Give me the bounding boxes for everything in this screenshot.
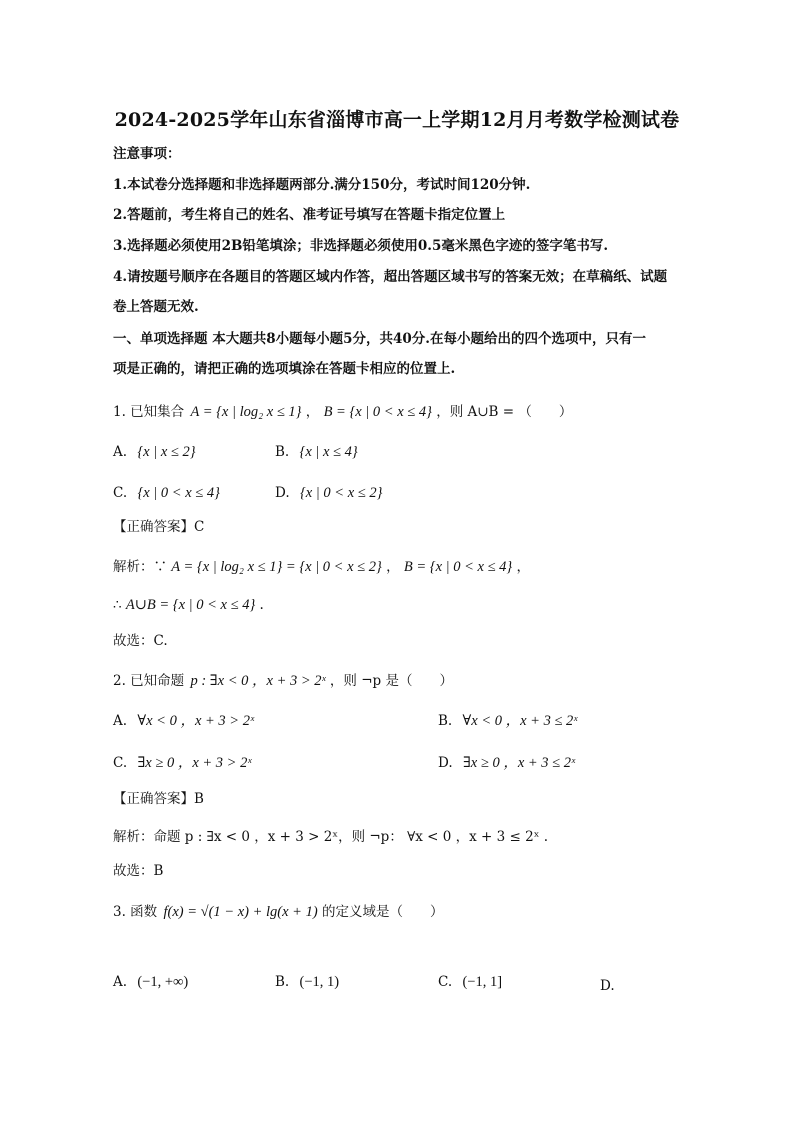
notice-item-4-cont: 卷上答题无效. bbox=[113, 299, 199, 315]
q3-option-c[interactable] bbox=[438, 973, 502, 991]
section-heading-cont: 项是正确的，请把正确的选项填涂在答题卡相应的位置上. bbox=[113, 361, 456, 377]
q2-analysis: 解析：命题 p : ∃x < 0 ，x + 3 > 2ˣ，则 ¬p： ∀x < 0 ，x + 3 ≤ 2ˣ . bbox=[113, 829, 549, 845]
q1-analysis-math-2: B = {x | 0 < x ≤ 4} bbox=[403, 559, 513, 575]
q3-option-a[interactable] bbox=[113, 973, 188, 991]
q3-option-a-math: (−1, +∞) bbox=[137, 974, 189, 990]
q1-option-a-math: {x | x ≤ 2} bbox=[137, 444, 196, 460]
therefore-symbol: ∴ bbox=[113, 597, 122, 613]
question-1-prefix: 1. 已知集合 bbox=[113, 404, 185, 420]
q2-option-d-math: ∃x ≥ 0 ，x + 3 ≤ 2ˣ bbox=[462, 755, 576, 771]
q3-option-b[interactable] bbox=[275, 973, 339, 991]
notice-item-1: 1.本试卷分选择题和非选择题两部分.满分150分，考试时间120分钟. bbox=[113, 177, 531, 193]
q2-answer: 【正确答案】B bbox=[113, 791, 204, 807]
q1-conclusion: 故选：C. bbox=[113, 633, 168, 649]
question-3-prefix: 3. 函数 bbox=[113, 904, 158, 920]
q1-option-b[interactable] bbox=[275, 443, 358, 461]
q2-option-b[interactable] bbox=[438, 712, 577, 730]
question-1-stem: 1. 已知集合 A = {x | log₂ x ≤ 1} ， B = {x | 0 < x ≤ 4} ，则 A∪B = （ ） bbox=[113, 404, 573, 420]
question-2-proposition: p : ∃x < 0 ，x + 3 > 2ˣ bbox=[190, 673, 326, 689]
question-1-set-b: B = {x | 0 < x ≤ 4} bbox=[323, 404, 432, 420]
q2-option-b-label: B. bbox=[438, 713, 453, 729]
section-heading: 一、单项选择题 本大题共8小题每小题5分，共40分.在每小题给出的四个选项中，只有一 bbox=[113, 331, 646, 347]
notice-item-4: 4.请按题号顺序在各题目的答题区域内作答，超出答题区域书写的答案无效；在草稿纸、试题 bbox=[113, 269, 668, 285]
q1-option-a-label: A. bbox=[113, 444, 128, 460]
q1-analysis-result: ∴ A∪B = {x | 0 < x ≤ 4} . bbox=[113, 597, 264, 613]
question-2-stem bbox=[113, 672, 453, 690]
q1-option-d-label: D. bbox=[275, 485, 290, 501]
q1-option-b-label: B. bbox=[275, 444, 290, 460]
q3-option-b-math: (−1, 1) bbox=[299, 974, 340, 990]
q1-option-a[interactable] bbox=[113, 443, 196, 461]
q2-option-d-label: D. bbox=[438, 755, 453, 771]
q1-answer: 【正确答案】C bbox=[113, 519, 205, 535]
q1-analysis-label: 解析：∵ bbox=[113, 559, 167, 575]
q2-option-a-math: ∀x < 0 ，x + 3 > 2ˣ bbox=[137, 713, 255, 729]
q2-option-a[interactable] bbox=[113, 712, 254, 730]
q2-conclusion: 故选：B bbox=[113, 863, 164, 879]
q3-option-d-label: D. bbox=[600, 978, 615, 994]
question-2-ask: ，则 ¬p 是（ ） bbox=[329, 673, 453, 689]
q2-option-a-label: A. bbox=[113, 713, 128, 729]
q2-option-c[interactable] bbox=[113, 754, 251, 772]
q1-option-b-math: {x | x ≤ 4} bbox=[299, 444, 358, 460]
q2-option-c-math: ∃x ≥ 0 ，x + 3 > 2ˣ bbox=[137, 755, 252, 771]
q1-option-c[interactable] bbox=[113, 484, 220, 502]
q1-analysis-math-3: A∪B = {x | 0 < x ≤ 4} bbox=[125, 597, 256, 613]
q3-option-d[interactable] bbox=[600, 977, 621, 995]
q3-option-a-label: A. bbox=[113, 974, 128, 990]
q3-option-b-label: B. bbox=[275, 974, 290, 990]
q3-option-c-math: (−1, 1] bbox=[462, 974, 503, 990]
notice-heading: 注意事项： bbox=[113, 146, 181, 162]
q2-option-c-label: C. bbox=[113, 755, 128, 771]
q1-option-c-label: C. bbox=[113, 485, 128, 501]
notice-item-3: 3.选择题必须使用2B铅笔填涂；非选择题必须使用0.5毫米黑色字迹的签字笔书写. bbox=[113, 238, 609, 254]
question-2-prefix: 2. 已知命题 bbox=[113, 673, 185, 689]
notice-item-2: 2.答题前，考生将自己的姓名、准考证号填写在答题卡指定位置上 bbox=[113, 207, 506, 223]
q2-option-b-math: ∀x < 0 ，x + 3 ≤ 2ˣ bbox=[462, 713, 578, 729]
q1-option-d[interactable] bbox=[275, 484, 382, 502]
question-1-ask: ，则 A∪B = （ ） bbox=[436, 404, 573, 420]
q2-option-d[interactable] bbox=[438, 754, 575, 772]
q1-option-c-math: {x | 0 < x ≤ 4} bbox=[137, 485, 220, 501]
q1-option-d-math: {x | 0 < x ≤ 2} bbox=[299, 485, 383, 501]
q1-analysis-math-1: A = {x | log₂ x ≤ 1} = {x | 0 < x ≤ 2} bbox=[171, 559, 382, 575]
question-3-stem bbox=[113, 903, 443, 921]
question-3-ask: 的定义域是（ ） bbox=[321, 904, 444, 920]
q3-option-c-label: C. bbox=[438, 974, 453, 990]
question-1-set-a: A = {x | log₂ x ≤ 1} bbox=[190, 404, 302, 420]
q1-analysis: 解析：∵ A = {x | log₂ x ≤ 1} = {x | 0 < x ≤ 2} ， B = {x | 0 < x ≤ 4} ， bbox=[113, 559, 531, 575]
question-3-function: f(x) = √(1 − x) + lg(x + 1) bbox=[163, 904, 318, 920]
document-title: 2024-2025学年山东省淄博市高一上学期12月月考数学检测试卷 bbox=[114, 109, 680, 131]
